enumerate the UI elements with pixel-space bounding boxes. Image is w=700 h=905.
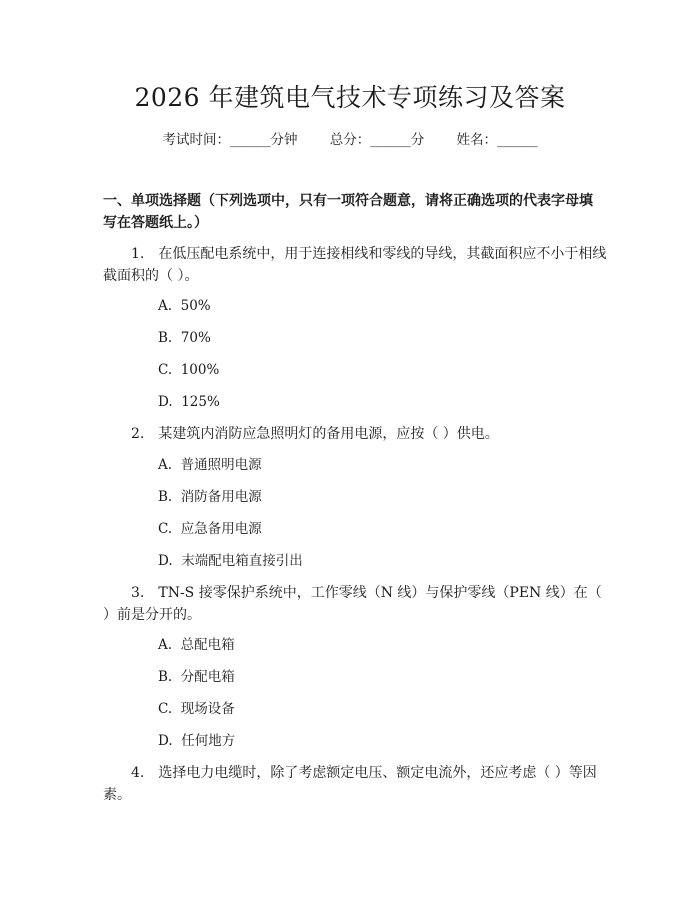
section-heading: 一、单项选择题（下列选项中，只有一项符合题意，请将正确选项的代表字母填写在答题纸上。）	[103, 193, 593, 231]
question-3-option-d: D. 任何地方	[158, 733, 236, 749]
question-1: 1. 在低压配电系统中，用于连接相线和零线的导线，其截面积应不小于相线截面积的（ ）。	[103, 246, 607, 284]
document-title: 2026 年建筑电气技术专项练习及答案	[134, 83, 566, 112]
question-1-option-a: A. 50%	[158, 298, 211, 314]
total-score-field: 总分：______分	[329, 132, 425, 148]
question-3-option-a: A. 总配电箱	[158, 637, 235, 653]
question-1-option-d: D. 125%	[158, 394, 220, 410]
question-3: 3. TN-S 接零保护系统中，工作零线（N 线）与保护零线（PEN 线）在（ ）前是分开的。	[103, 585, 602, 623]
exam-time-field: 考试时间：______分钟	[162, 132, 298, 148]
question-3-option-c: C. 现场设备	[158, 701, 235, 717]
question-1-option-b: B. 70%	[158, 330, 211, 346]
question-2-option-d: D. 末端配电箱直接引出	[158, 553, 303, 569]
question-3-option-b: B. 分配电箱	[158, 669, 235, 685]
question-1-option-c: C. 100%	[158, 362, 220, 378]
question-2-option-b: B. 消防备用电源	[158, 489, 262, 505]
question-2-option-a: A. 普通照明电源	[158, 457, 262, 473]
question-2-option-c: C. 应急备用电源	[158, 521, 262, 537]
question-2: 2. 某建筑内消防应急照明灯的备用电源，应按（ ）供电。	[131, 426, 499, 442]
question-4: 4. 选择电力电缆时，除了考虑额定电压、额定电流外，还应考虑（ ）等因素。	[103, 765, 597, 803]
exam-meta	[0, 130, 700, 150]
name-field: 姓名：______	[456, 132, 538, 148]
